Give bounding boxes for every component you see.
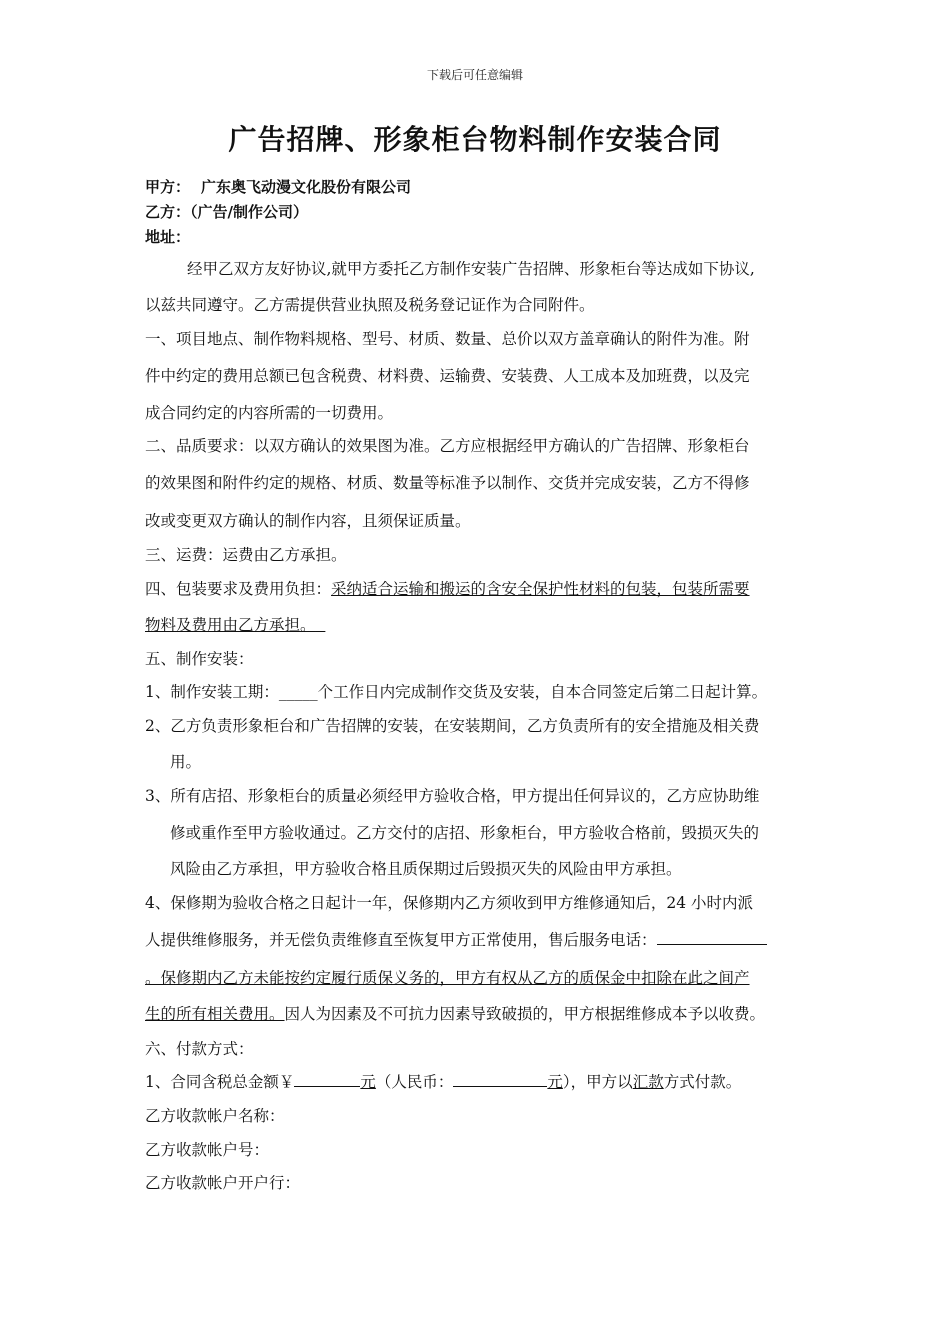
account-bank-line: 乙方收款帐户开户行： bbox=[145, 1174, 301, 1192]
clause-5-3-line-2: 修或重作至甲方验收通过。乙方交付的店招、形象柜台，甲方验收合格前，毁损灭失的 bbox=[170, 824, 760, 842]
party-b-line bbox=[145, 201, 308, 222]
clause-5-2-line-1: 2、乙方负责形象柜台和广告招牌的安装，在安装期间，乙方负责所有的安全措施及相关费 bbox=[145, 717, 760, 735]
clause-1-line-3: 成合同约定的内容所需的一切费用。 bbox=[145, 404, 394, 422]
clause-4-heading: 四、包装要求及费用负担： bbox=[145, 580, 332, 598]
party-a-line bbox=[145, 176, 411, 197]
clause-1-line-1: 一、项目地点、制作物料规格、型号、材质、数量、总价以双方盖章确认的附件为准。附 bbox=[145, 330, 750, 348]
party-a-value: 广东奥飞动漫文化股份有限公司 bbox=[201, 178, 412, 196]
payment-method-label: ），甲方以 bbox=[562, 1073, 633, 1091]
clause-5-2-line-2: 用。 bbox=[170, 753, 202, 771]
clause-2-line-1: 二、品质要求：以双方确认的效果图为准。乙方应根据经甲方确认的广告招牌、形象柜台 bbox=[145, 437, 750, 455]
document-title: 广告招牌、形象柜台物料制作安装合同 bbox=[228, 123, 722, 156]
amount-label: 1、合同含税总金额￥ bbox=[145, 1073, 295, 1091]
account-number-line: 乙方收款帐户号： bbox=[145, 1141, 270, 1159]
address-line bbox=[145, 226, 190, 247]
party-b-value: （广告/制作公司） bbox=[190, 203, 308, 221]
amount-blank bbox=[294, 1072, 360, 1087]
service-phone-blank bbox=[657, 930, 767, 945]
clause-5-4-line-4 bbox=[145, 1002, 807, 1024]
clause-5-1 bbox=[145, 680, 807, 702]
clause-5-4-underlined-end: 生的所有相关费用。 bbox=[145, 1005, 285, 1023]
clause-1-line-2: 件中约定的费用总额已包含税费、材料费、运输费、安装费、人工成本及加班费，以及完 bbox=[145, 367, 750, 385]
clause-5-3-line-1: 3、所有店招、形象柜台的质量必须经甲方验收合格，甲方提出任何异议的，乙方应协助维 bbox=[145, 787, 760, 805]
clause-5-4-line-3: 。保修期内乙方未能按约定履行质保义务的，甲方有权从乙方的质保金中扣除在此之间产 bbox=[145, 969, 750, 987]
workdays-blank: _____ bbox=[278, 683, 318, 701]
clause-5-3-line-3: 风险由乙方承担，甲方验收合格且质保期过后毁损灭失的风险由甲方承担。 bbox=[170, 860, 682, 878]
clause-5-4-line-1: 4、保修期为验收合格之日起计一年，保修期内乙方须收到甲方维修通知后，24 小时内派 bbox=[145, 894, 754, 912]
payment-method-value: 汇款 bbox=[632, 1073, 664, 1091]
clause-5-1-text: 个工作日内完成制作交货及安装，自本合同签定后第二日起计算。 bbox=[317, 683, 768, 701]
clause-3: 三、运费：运费由乙方承担。 bbox=[145, 546, 347, 564]
amount-unit: 元 bbox=[360, 1073, 376, 1091]
payment-method-end: 方式付款。 bbox=[663, 1073, 742, 1091]
clause-5-4-text-end: 因人为因素及不可抗力因素导致破损的，甲方根据维修成本予以收费。 bbox=[284, 1005, 766, 1023]
party-b-label: 乙方： bbox=[145, 203, 191, 221]
clause-6-1 bbox=[145, 1070, 807, 1092]
intro-line-1: 经甲乙双方友好协议,就甲方委托乙方制作安装广告招牌、形象柜台等达成如下协议, bbox=[187, 260, 755, 278]
rmb-label: （人民币： bbox=[375, 1073, 454, 1091]
clause-4-underlined-text-2: 物料及费用由乙方承担。 bbox=[145, 616, 316, 634]
party-a-label: 甲方： bbox=[145, 178, 191, 196]
clause-6-heading: 六、付款方式： bbox=[145, 1040, 254, 1058]
clause-4-line-2 bbox=[145, 613, 807, 635]
clause-5-4-phone-label: 人提供维修服务，并无偿负责维修直至恢复甲方正常使用，售后服务电话： bbox=[145, 931, 657, 949]
account-name-line: 乙方收款帐户名称： bbox=[145, 1107, 285, 1125]
clause-5-heading: 五、制作安装： bbox=[145, 650, 254, 668]
clause-2-line-3: 改或变更双方确认的制作内容，且须保证质量。 bbox=[145, 512, 471, 530]
intro-line-2: 以兹共同遵守。乙方需提供营业执照及税务登记证作为合同附件。 bbox=[145, 296, 595, 314]
clause-5-4-line-2 bbox=[145, 928, 807, 950]
rmb-unit: 元 bbox=[547, 1073, 563, 1091]
clause-5-1-label: 1、制作安装工期： bbox=[145, 683, 279, 701]
rmb-blank bbox=[453, 1072, 547, 1087]
address-label: 地址： bbox=[145, 228, 191, 246]
download-note: 下载后可任意编辑 bbox=[426, 68, 523, 82]
clause-4-line-1 bbox=[145, 577, 807, 599]
clause-2-line-2: 的效果图和附件约定的规格、材质、数量等标准予以制作、交货并完成安装，乙方不得修 bbox=[145, 474, 750, 492]
clause-4-underlined-text: 采纳适合运输和搬运的含安全保护性材料的包装，包装所需要 bbox=[331, 580, 750, 598]
